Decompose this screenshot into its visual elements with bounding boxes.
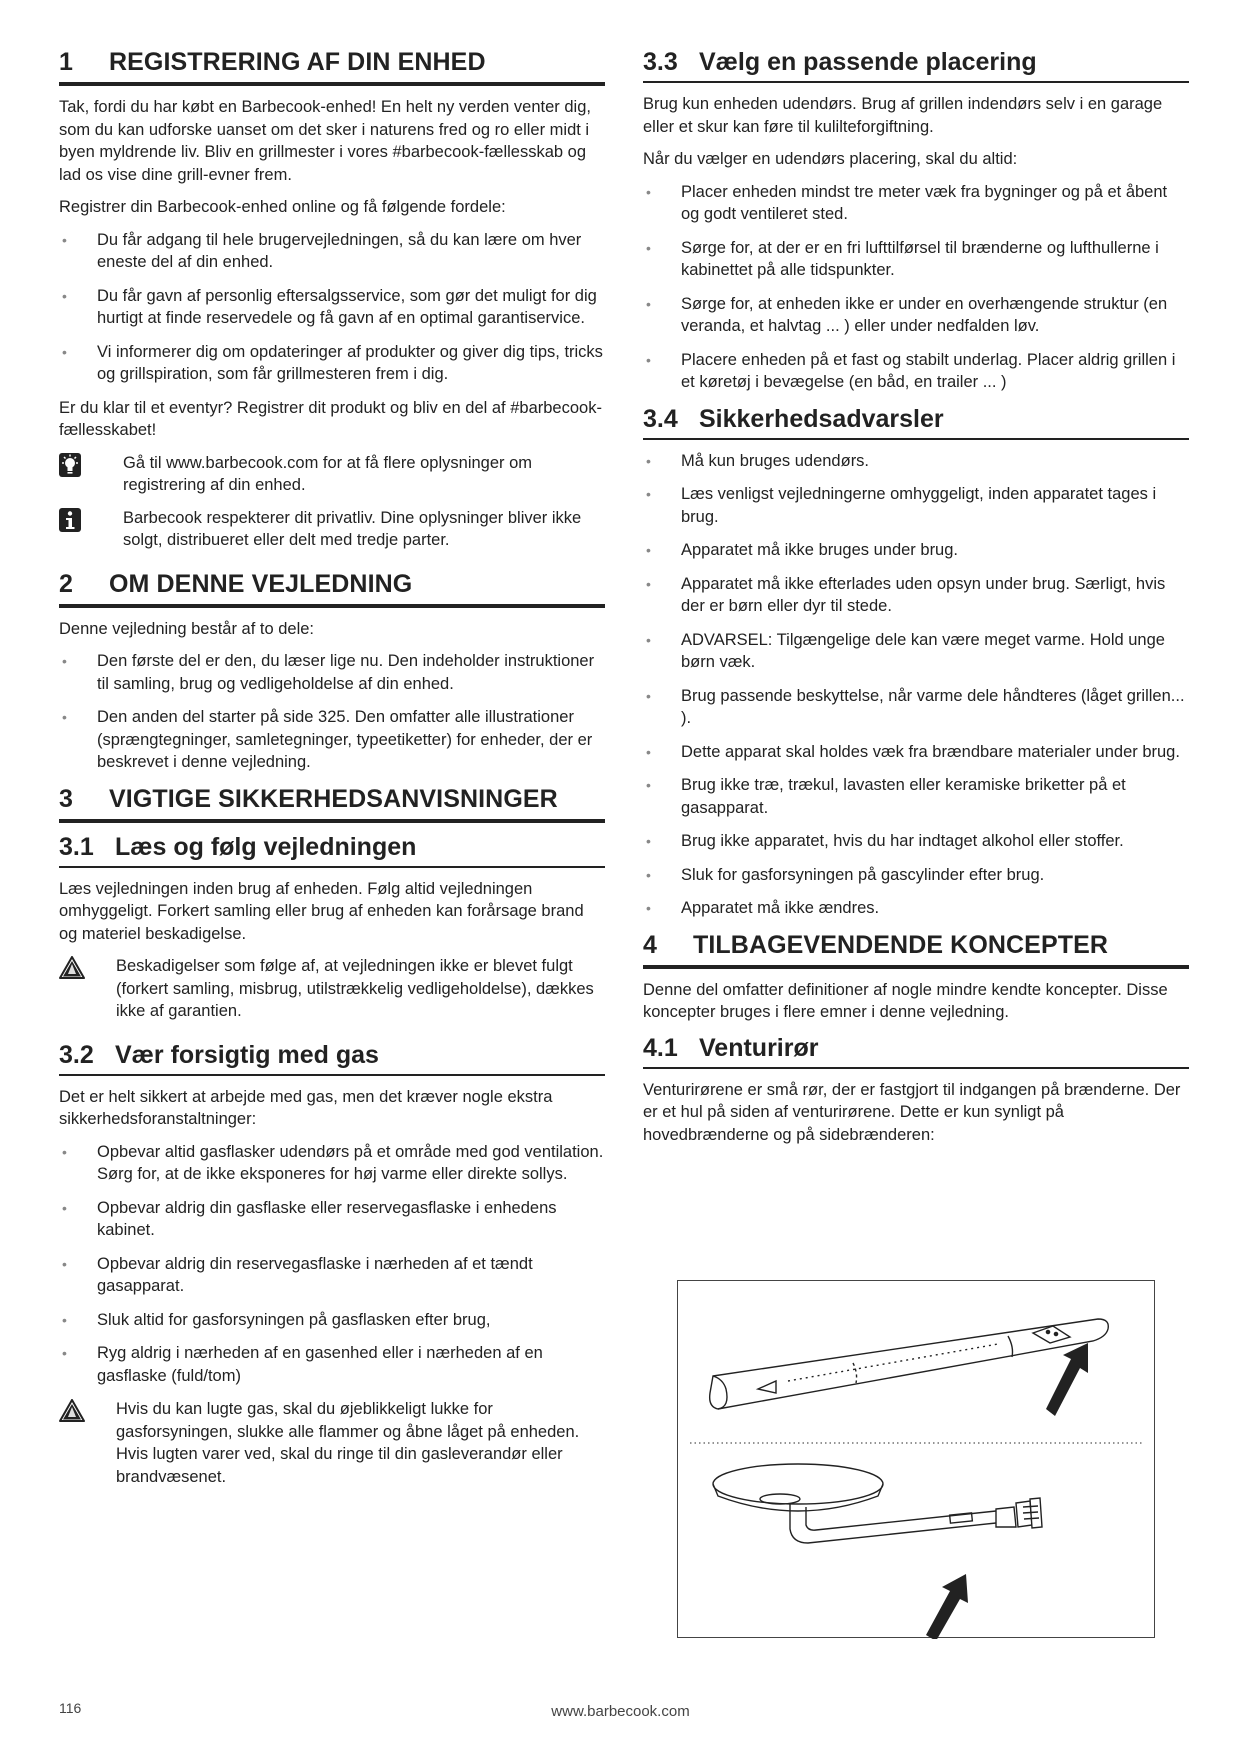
arrow-icon <box>926 1574 968 1639</box>
list-item: • Læs venligst vejledningerne omhyggeligt, inden apparatet tages i brug. <box>643 483 1189 528</box>
list-item: • Sørge for, at der er en fri lufttilførsel til brænderne og lufthullerne i kabinettet på alle tidspunkter. <box>643 237 1189 282</box>
info-note <box>59 507 605 552</box>
section-4-heading <box>643 931 1189 969</box>
section-title: TILBAGEVENDENDE KONCEPTER <box>693 930 1109 959</box>
paragraph: Når du vælger en udendørs placering, skal du altid: <box>643 150 1018 168</box>
list-item: • Opbevar altid gasflasker udendørs på et område med god ventilation. Sørg for, at de ikke eksponeres for høj varme eller direkte sollys. <box>59 1141 605 1186</box>
page-number: 116 <box>59 1700 82 1716</box>
section-number: 3.3 <box>643 48 678 76</box>
list-item: • Brug ikke apparatet, hvis du har indtaget alkohol eller stoffer. <box>643 830 1189 853</box>
section-title: Vælg en passende placering <box>699 48 1037 76</box>
list-item: • Placer enheden mindst tre meter væk fra bygninger og på et åbent og godt ventileret sted. <box>643 181 1189 226</box>
arrow-icon <box>1046 1343 1088 1416</box>
section-number: 3.1 <box>59 832 94 861</box>
paragraph: Tak, fordi du har købt en Barbecook-enhed! En helt ny verden venter dig, som du kan udforske uanset om det sker i naturens fred og ro eller midt i byen myldrende liv. Bliv en grillmester i vores #barbecook-fællesskab og lad os vise dine grill-evner frem. <box>59 98 591 184</box>
list-item: • Du får gavn af personlig eftersalgsservice, som gør det muligt for dig hurtigt at finde reservedele og få gavn af en optimal garantiservice. <box>59 285 605 330</box>
section-1-heading <box>59 48 605 86</box>
section-number: 3 <box>59 784 74 813</box>
bullet-list <box>59 650 605 774</box>
venturi-tube-illustration <box>677 1280 1155 1638</box>
list-item: • Apparatet må ikke efterlades uden opsyn under brug. Særligt, hvis der er børn eller dyr til stede. <box>643 573 1189 618</box>
paragraph: Venturirørene er små rør, der er fastgjort til indgangen på brænderne. Der er et hul på siden af venturirørene. Dette er kun synligt på hovedbrænderne og på sidebrænderen: <box>643 1080 1181 1144</box>
warning-note <box>59 1398 605 1488</box>
side-burner-drawing <box>713 1464 1042 1543</box>
list-item: • ADVARSEL: Tilgængelige dele kan være meget varme. Hold unge børn væk. <box>643 629 1189 674</box>
warning-note <box>59 955 605 1023</box>
section-3-heading <box>59 785 605 823</box>
list-item: • Du får adgang til hele brugervejledningen, så du kan lære om hver eneste del af din enhed. <box>59 229 605 274</box>
main-burner-drawing <box>710 1319 1109 1409</box>
section-3-4-heading <box>643 405 1189 440</box>
tip-text: Gå til www.barbecook.com for at få flere oplysninger om registrering af din enhed. <box>123 453 533 494</box>
bullet-list <box>643 181 1189 394</box>
list-item: • Brug passende beskyttelse, når varme dele håndteres (låget grillen... ). <box>643 685 1189 730</box>
warning-text: Hvis du kan lugte gas, skal du øjeblikkeligt lukke for gasforsyningen, slukke alle flammer og åbne låget på enheden. Hvis lugten varer ved, skal du ringe til din gasleverandør eller brandvæsenet. <box>116 1400 580 1486</box>
list-item: • Opbevar aldrig din gasflaske eller reservegasflaske i enhedens kabinet. <box>59 1197 605 1242</box>
section-title: VIGTIGE SIKKERHEDSANVISNINGER <box>109 784 558 813</box>
section-title: Vær forsigtig med gas <box>115 1040 379 1069</box>
paragraph: Denne vejledning består af to dele: <box>59 619 315 638</box>
paragraph: Det er helt sikkert at arbejde med gas, men det kræver nogle ekstra sikkerhedsforanstaltninger: <box>59 1087 553 1128</box>
left-column <box>59 48 605 1498</box>
bullet-list <box>59 229 605 386</box>
list-item: • Sørge for, at enheden ikke er under en overhængende struktur (en veranda, et halvtag ... ) eller under nedfalden løv. <box>643 293 1189 338</box>
list-item: • Vi informerer dig om opdateringer af produkter og giver dig tips, tricks og grillspiration, som får grillmesteren frem i dig. <box>59 341 605 386</box>
section-number: 3.4 <box>643 404 678 433</box>
section-number: 4 <box>643 930 658 959</box>
info-icon <box>59 507 123 537</box>
section-title: Venturirør <box>699 1033 819 1062</box>
section-title: REGISTRERING AF DIN ENHED <box>109 48 486 76</box>
list-item: • Må kun bruges udendørs. <box>643 450 1189 473</box>
bullet-list <box>59 1141 605 1388</box>
right-column <box>643 48 1189 1156</box>
lightbulb-icon <box>59 452 123 482</box>
paragraph: Brug kun enheden udendørs. Brug af grillen indendørs selv i en garage eller et skur kan føre til kulilteforgiftning. <box>643 95 1163 136</box>
section-number: 1 <box>59 48 74 76</box>
info-text: Barbecook respekterer dit privatliv. Dine oplysninger bliver ikke solgt, distribueret eller delt med tredje parter. <box>123 508 582 549</box>
section-title: Læs og følg vejledningen <box>115 832 417 861</box>
section-number: 4.1 <box>643 1033 678 1062</box>
warning-triangle-icon <box>59 955 116 984</box>
list-item: • Opbevar aldrig din reservegasflaske i nærheden af et tændt gasapparat. <box>59 1253 605 1298</box>
list-item: • Dette apparat skal holdes væk fra brændbare materialer under brug. <box>643 741 1189 764</box>
paragraph: Læs vejledningen inden brug af enheden. Følg altid vejledningen omhyggeligt. Forkert samling eller brug af enheden kan forårsage brand og materiel beskadigelse. <box>59 879 584 943</box>
list-item: • Apparatet må ikke bruges under brug. <box>643 539 1189 562</box>
section-number: 2 <box>59 569 74 598</box>
footer-url: www.barbecook.com <box>551 1703 690 1720</box>
list-item: • Brug ikke træ, trækul, lavasten eller keramiske briketter på et gasapparat. <box>643 774 1189 819</box>
section-2-heading <box>59 570 605 608</box>
paragraph: Registrer din Barbecook-enhed online og få følgende fordele: <box>59 198 506 216</box>
paragraph: Er du klar til et eventyr? Registrer dit produkt og bliv en del af #barbecook-fællesskabet! <box>59 398 602 439</box>
list-item: • Placere enheden på et fast og stabilt underlag. Placer aldrig grillen i et køretøj i bevægelse (en båd, en trailer ... ) <box>643 349 1189 394</box>
bullet-list <box>643 450 1189 920</box>
warning-text: Beskadigelser som følge af, at vejledningen ikke er blevet fulgt (forkert samling, misbrug, utilstrækkelig vedligeholdelse), dækkes ikke af garantien. <box>116 957 594 1020</box>
section-3-1-heading <box>59 833 605 868</box>
list-item: • Apparatet må ikke ændres. <box>643 897 1189 920</box>
section-title: OM DENNE VEJLEDNING <box>109 569 413 598</box>
list-item: • Sluk altid for gasforsyningen på gasflasken efter brug, <box>59 1309 605 1332</box>
tip-note <box>59 452 605 497</box>
list-item: • Den første del er den, du læser lige nu. Den indeholder instruktioner til samling, brug og vedligeholdelse af din enhed. <box>59 650 605 695</box>
section-3-2-heading <box>59 1041 605 1076</box>
list-item: • Den anden del starter på side 325. Den omfatter alle illustrationer (sprængtegninger, samletegninger, typeetiketter) for enheder, der er beskrevet i denne vejledning. <box>59 706 605 774</box>
section-3-3-heading <box>643 48 1189 83</box>
list-item: • Ryg aldrig i nærheden af en gasenhed eller i nærheden af en gasflaske (fuld/tom) <box>59 1342 605 1387</box>
warning-triangle-icon <box>59 1398 116 1427</box>
list-item: • Sluk for gasforsyningen på gascylinder efter brug. <box>643 864 1189 887</box>
section-4-1-heading <box>643 1034 1189 1069</box>
section-title: Sikkerhedsadvarsler <box>699 404 944 433</box>
section-number: 3.2 <box>59 1040 94 1069</box>
paragraph: Denne del omfatter definitioner af nogle mindre kendte koncepter. Disse koncepter bruges i flere emner i denne vejledning. <box>643 980 1168 1021</box>
